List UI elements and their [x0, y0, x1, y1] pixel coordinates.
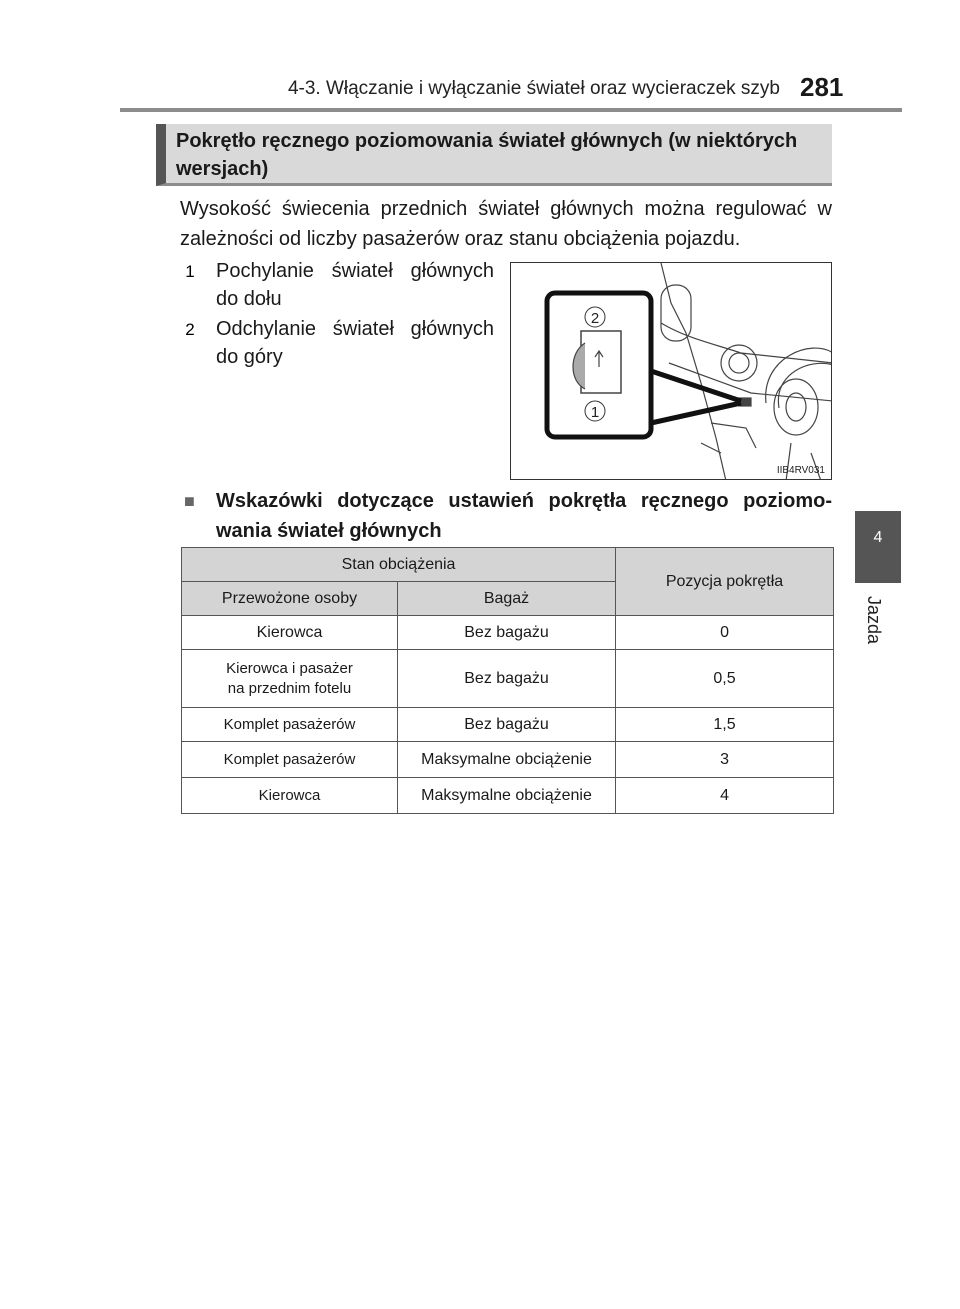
chapter-number: 4	[873, 529, 883, 546]
table-cell: Kierowca	[182, 778, 398, 814]
callout-label: 2	[590, 310, 600, 327]
table-cell: 1,5	[616, 708, 834, 742]
callout-2-icon	[180, 319, 200, 339]
figure-code: IIB4RV031	[776, 465, 825, 476]
table-cell: Kierowca	[182, 616, 398, 650]
table-cell: 4	[616, 778, 834, 814]
dashboard-drawing	[511, 263, 832, 480]
page-number: 281	[800, 72, 844, 102]
table-cell: Komplet pasażerów	[182, 742, 398, 778]
callout-1-icon	[180, 261, 200, 281]
table-cell: Komplet pasażerów	[182, 708, 398, 742]
table-cell: Kierowca i pasażer na przednim fotelu	[182, 650, 398, 708]
section-heading	[156, 124, 832, 186]
table-cell: Maksymalne obciążenie	[398, 742, 616, 778]
square-bullet-icon: ■	[184, 491, 195, 511]
header-rule	[120, 108, 902, 112]
table-row	[182, 708, 834, 742]
load-position-table	[181, 547, 834, 814]
callout-num: 1	[185, 262, 195, 281]
list-item-text: Pochylanie świateł głównych do dołu	[216, 260, 494, 310]
table-row	[182, 650, 834, 708]
chapter-label: Jazda	[864, 596, 884, 645]
table-position-header: Pozycja pokrętła	[616, 548, 834, 616]
callout-num: 2	[185, 320, 195, 339]
table-cell: 0,5	[616, 650, 834, 708]
chapter-tab	[855, 511, 901, 583]
callout-label: 1	[590, 404, 600, 421]
table-cell: 0	[616, 616, 834, 650]
table-col-header: Bagaż	[398, 582, 616, 616]
table-group-header: Stan obciążenia	[182, 548, 616, 582]
table-row	[182, 742, 834, 778]
running-header: 4-3. Włączanie i wyłączanie świateł oraz wycieraczek szyb	[287, 78, 780, 99]
subsection-title: Wskazówki dotyczące ustawień pokrętła ręcznego poziomo-wania świateł głównych	[216, 490, 832, 542]
table-cell: Bez bagażu	[398, 650, 616, 708]
table-cell: 3	[616, 742, 834, 778]
dashboard-illustration	[510, 262, 832, 480]
list-item-text: Odchylanie świateł głównych do góry	[216, 318, 494, 368]
table-row	[182, 778, 834, 814]
table-row	[182, 616, 834, 650]
intro-paragraph: Wysokość świecenia przednich świateł głównych można regulować w zależności od liczby pasażerów oraz stanu obciążenia pojazdu.	[180, 198, 832, 250]
table-cell: Bez bagażu	[398, 616, 616, 650]
section-title: Pokrętło ręcznego poziomowania świateł głównych (w niektórych wersjach)	[176, 130, 798, 180]
table-cell: Maksymalne obciążenie	[398, 778, 616, 814]
table-cell: Bez bagażu	[398, 708, 616, 742]
table-col-header: Przewożone osoby	[182, 582, 398, 616]
